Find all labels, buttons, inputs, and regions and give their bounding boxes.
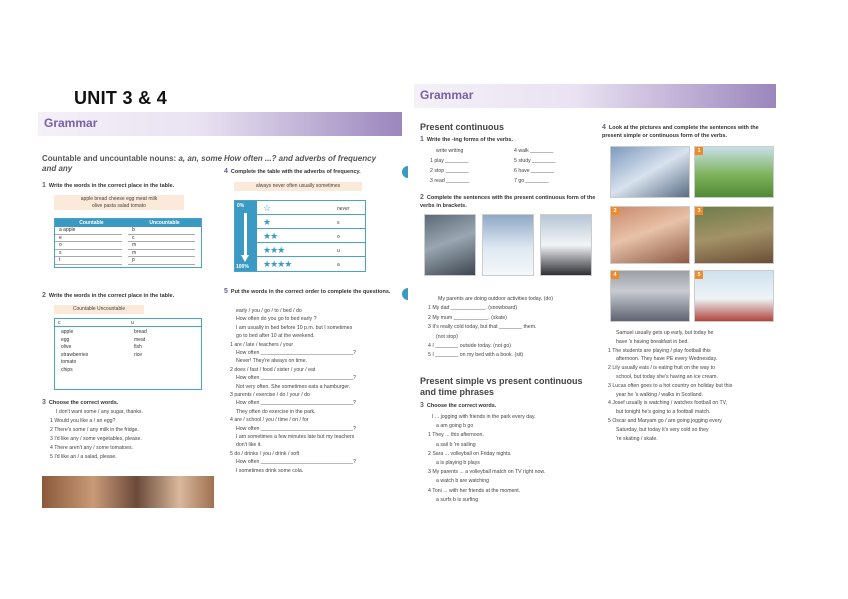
exercise-line: How often do you go to bed early ? [236,316,317,323]
grammar-header [414,84,776,108]
photo-girl-winter [540,214,592,276]
exercise-line: 1 They ... this afternoon. [428,432,484,439]
exercise-line: 're skating / skate. [616,435,658,442]
page-tab-marker [402,288,408,300]
exercise-2-instruction: 2 Write the words in the correct place in the table. [42,292,175,299]
exercise-line: (not stop) [436,333,458,340]
table-row: t p [55,257,201,265]
photo-family-eating [42,476,214,508]
countable-table-2 [54,318,202,390]
star-icon: ★★ [263,231,278,241]
exercise-line: 5 Oscar and Maryam go / are going jogging every [608,418,722,424]
exercise-3-line: 1 Would you like a / an egg? [50,418,116,424]
verb-item: 1 play ________ [430,158,469,164]
exercise-line: Saturday, but today it's very cold so they [616,426,709,433]
exercise-line: 4 are / school / you / time / on / for [230,417,309,424]
grammar-header [38,112,402,136]
exercise-line: 3 My parents ... a volleyball match on TV right now. [428,469,546,476]
exercise-line: How often ________________________________? [236,425,357,432]
verb-item: write writing [436,148,464,154]
exercise-line: I am usually in bed before 10 p.m. but I sometimes [236,324,353,331]
exercise-line: 2 My mum ____________. (skate) [428,314,508,321]
exercise-line: 4 Josef usually is watching / watches football on TV, [608,400,728,407]
verb-item: 4 walk ________ [514,148,554,154]
exercise-line: year he 's walking / walks in Scotland. [616,391,703,398]
section-title-present-continuous: Present continuous [420,122,505,132]
exercise-line: 1 are / late / teachers / your [230,341,294,348]
table-row: o m [55,242,201,250]
exercise-2-instruction: 2 Complete the sentences with the present continuous form of the verbs in brackets. [420,194,596,209]
exercise-line: 3 parents / exercise / do / your / do [230,392,310,398]
grammar-title: Grammar [420,88,474,102]
exercise-3-example: I don't want some / any sugar, thanks. [56,409,143,415]
verb-item: 5 study ________ [514,158,556,164]
left-page [38,112,402,510]
page-tab-marker [402,166,408,178]
exercise-line: school, but today she's having an ice cream. [616,374,718,380]
exercise-line: 2 does / fast / food / sister / your / eat [230,366,316,373]
exercise-line: 3 Lucas often goes to a hot country on holiday but this [608,382,733,389]
verb-item: 3 read ________ [430,178,470,184]
exercise-line: 5 do / drinks / you / drink / soft [230,450,300,457]
word-box-4: always never often usually sometimes [234,182,362,191]
exercise-4-instruction: 4 Look at the pictures and complete the sentences with the present simple or continuous form of the verbs. [602,124,759,139]
table-row: a apple b [55,227,201,235]
frequency-row: ★ s [257,215,365,229]
exercise-line: How often ________________________________? [236,459,357,466]
photo-woman-skating [482,214,534,276]
exercise-line: a watch b are watching [436,478,490,485]
exercise-3-line: 4 There aren't any / some tomatoes. [50,445,134,451]
freq-percent-top: 0% [237,203,245,209]
exercise-3-instruction: 3 Choose the correct words. [42,399,119,406]
freq-percent-bottom: 100% [236,264,249,270]
table2-uncountable-column: bread meat fish rice [134,329,147,358]
exercise-3-line: 3 I'd like any / some vegetables, please. [50,436,142,442]
frequency-arrow-bar [235,201,257,271]
exercise-line: a surfs b is surfing [436,496,479,503]
star-icon: ★★★ [263,245,285,255]
exercise-line: but tonight he's going to a football match. [616,409,711,416]
verb-item: 7 go ________ [514,178,549,184]
exercise-line: I sometimes drink some cola. [236,467,304,474]
countable-table [54,218,202,268]
star-icon: ☆ [263,203,271,213]
star-icon: ★ [263,217,271,227]
exercise-1-instruction: 1 Write the -ing forms of the verbs. [420,136,513,143]
exercise-line: How often ________________________________? [236,375,357,382]
table2-countable-column: apple egg olive strawberries tomato chips [61,329,89,373]
table-row: s m [55,250,201,258]
photo-boy-walking-scotland [694,206,774,264]
exercise-line: early / you / go / to / bed / do [236,308,302,314]
picture-number-badge: 1 [695,147,703,155]
photo-football-match [610,270,690,322]
exercise-1-instruction: 1 Write the words in the correct place in the table. [42,182,175,189]
word-box-1: apple bread cheese egg meat milk olive pasta salad tomato [54,195,184,210]
down-arrow-icon [244,213,247,257]
exercise-line: How often ________________________________? [236,350,357,356]
exercise-line: 3 It's really cold today, but that ________ them. [428,324,537,331]
exercise-3-line: 5 I'd like an / a salad, please. [50,454,117,460]
photo-girl-ice-cream [610,206,690,264]
exercise-line: 2 Sara ... volleyball on Friday nights. [428,450,512,457]
exercise-line: don't like it. [236,442,262,449]
picture-number-badge: 3 [695,207,703,215]
exercise-line: My parents are doing outdoor activities today. (do) [438,296,553,302]
exercise-line: go to bed after 10 at the weekend. [236,333,315,340]
exercise-line: I ... jogging with friends in the park every day. [432,414,536,420]
exercise-3-line: 2 There's some / any milk in the fridge. [50,427,139,433]
table-header-uncountable: Uncountable [149,220,180,226]
frequency-row: ★★ o [257,229,365,243]
picture-number-badge: 5 [695,271,703,279]
right-page [414,84,778,514]
word-box-2: Countable Uncountable [54,305,144,314]
verb-item: 6 have ________ [514,168,555,174]
grammar-title: Grammar [44,116,98,130]
exercise-line: 2 Lily usually eats / is eating fruit on the way to [608,365,715,372]
exercise-line: afternoon. They have PE every Wednesday. [616,356,718,363]
frequency-row: ☆ never [257,201,365,215]
frequency-row: ★★★★ a [263,259,340,269]
exercise-line: Samuel usually gets up early, but today he [616,330,714,336]
exercise-line: a is playing b plays [436,460,480,466]
star-icon: ★★★★ [263,259,292,269]
exercise-line: 4 I ________ outside today. (not go) [428,343,511,349]
exercise-3-instruction: 3 Choose the correct words. [420,402,497,409]
exercise-line: How often ________________________________? [236,400,357,407]
exercise-line: 5 I ________ on my bed with a book. (sit) [428,352,524,359]
frequency-table [234,200,366,272]
exercise-line: 4 Toni ... with her friends at the moment. [428,487,521,494]
table-row: e c [55,235,201,243]
section-title-countable: Countable and uncountable nouns: a, an, some and any [42,154,223,173]
exercise-line: Not very often. She sometimes eats a hamburger. [236,383,351,390]
table2-header-c: c [58,320,61,326]
exercise-line: I am sometimes a few minutes late but my teachers [236,434,355,440]
exercise-line: a sail b 're sailing [436,441,476,448]
exercise-line: 1 My dad ____________. (snowboard) [428,305,518,312]
table2-header-u: u [131,320,134,326]
exercise-line: They often do exercise in the park. [236,408,316,415]
exercise-line: Never! They're always on time. [236,358,307,365]
photo-students-football [694,146,774,198]
photo-couple-skating [694,270,774,322]
photo-boy-breakfast-bed [610,146,690,198]
picture-number-badge: 4 [611,271,619,279]
unit-title: UNIT 3 & 4 [74,88,168,108]
arrowhead-icon [241,255,249,262]
section-title-how-often: How often ...? and adverbs of frequency [224,154,377,163]
exercise-line: have 's having breakfast in bed. [616,338,689,345]
picture-number-badge: 2 [611,207,619,215]
exercise-line: a am going b go [436,423,474,430]
table-header-countable: Countable [79,220,104,226]
exercise-line: 1 The students are playing / play football this [608,347,711,354]
section-title-present-simple-vs-continuous: Present simple vs present continuous and time phrases [420,376,583,397]
exercise-4-instruction: 4 Complete the table with the adverbs of frequency. [224,168,361,175]
exercise-5-instruction: 5 Put the words in the correct order to complete the questions. [224,288,391,295]
photo-man-snowboarding [424,214,476,276]
verb-item: 2 stop ________ [430,168,469,174]
frequency-row: ★★★ u [257,243,365,257]
